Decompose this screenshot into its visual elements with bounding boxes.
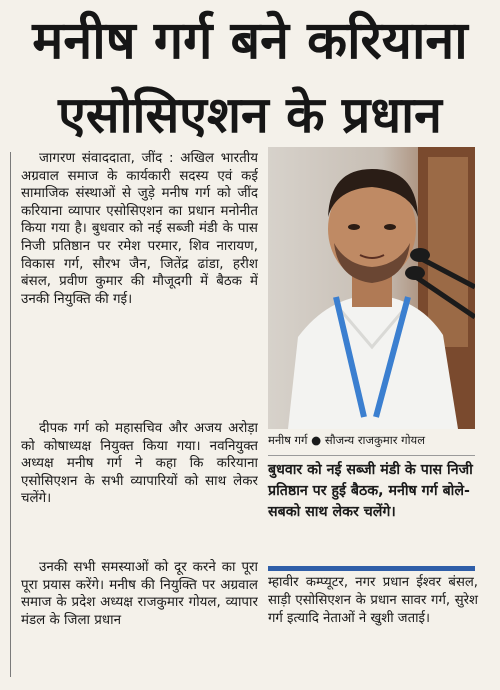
side-column-text: म्हावीर कम्प्यूटर, नगर प्रधान ईश्वर बंसल, साड़ी एसोसिएशन के प्रधान सावर गर्ग, सुरेश गर्ग इत्यादि नेताओं ने खुशी जताई। xyxy=(268,575,478,626)
accent-bar xyxy=(268,566,475,571)
caption-divider xyxy=(268,455,475,456)
article-paragraph-3 xyxy=(21,559,258,669)
column-rule xyxy=(10,152,11,677)
headline-line-1: मनीष गर्ग बने करियाना xyxy=(32,11,468,71)
article-text: जागरण संवाददाता, जींद : अखिल भारतीय अग्रवाल समाज के कार्यकारी सदस्य एवं कई सामाजिक संस्थाओं से जुड़े मनीष गर्ग को जींद करियाना व्यापार एसोसिएशन का प्रधान मनोनीत किया गया है। बुधवार को नई सब्जी मंडी के पास निजी प्रतिष्ठान पर रमेश परमार, शिव नारायण, विकास गर्ग, सौरभ जैन, जितेंद्र ढांडा, हरीश बंसल, प्रवीण कुमार की मौजूदगी में बैठक में उनकी नियुक्ति की गई। xyxy=(21,151,258,307)
portrait-illustration xyxy=(268,147,475,429)
pull-quote: बुधवार को नई सब्जी मंडी के पास निजी प्रतिष्ठान पर हुई बैठक, मनीष गर्ग बोले-सबको साथ लेकर चलेंगे। xyxy=(268,462,473,520)
headline-line-2: एसोसिएशन के प्रधान xyxy=(58,86,442,144)
article-text: दीपक गर्ग को महासचिव और अजय अरोड़ा को कोषाध्यक्ष नियुक्त किया गया। नवनियुक्त अध्यक्ष मनीष गर्ग ने कहा कि करियाना एसोसिएशन के सभी व्यापारियों को साथ लेकर चलेंगे। xyxy=(21,421,258,507)
article-paragraph-1 xyxy=(21,150,258,414)
photo-caption: मनीष गर्ग ● सौजन्य राजकुमार गोयल xyxy=(268,433,426,447)
portrait-photo xyxy=(268,147,475,429)
article-paragraph-2 xyxy=(21,420,258,551)
article-text: उनकी सभी समस्याओं को दूर करने का पूरा पूरा प्रयास करेंगे। मनीष की नियुक्ति पर अग्रवाल समाज के प्रदेश अध्यक्ष राजकुमार गोयल, व्यापार मंडल के जिला प्रधान xyxy=(21,560,258,628)
